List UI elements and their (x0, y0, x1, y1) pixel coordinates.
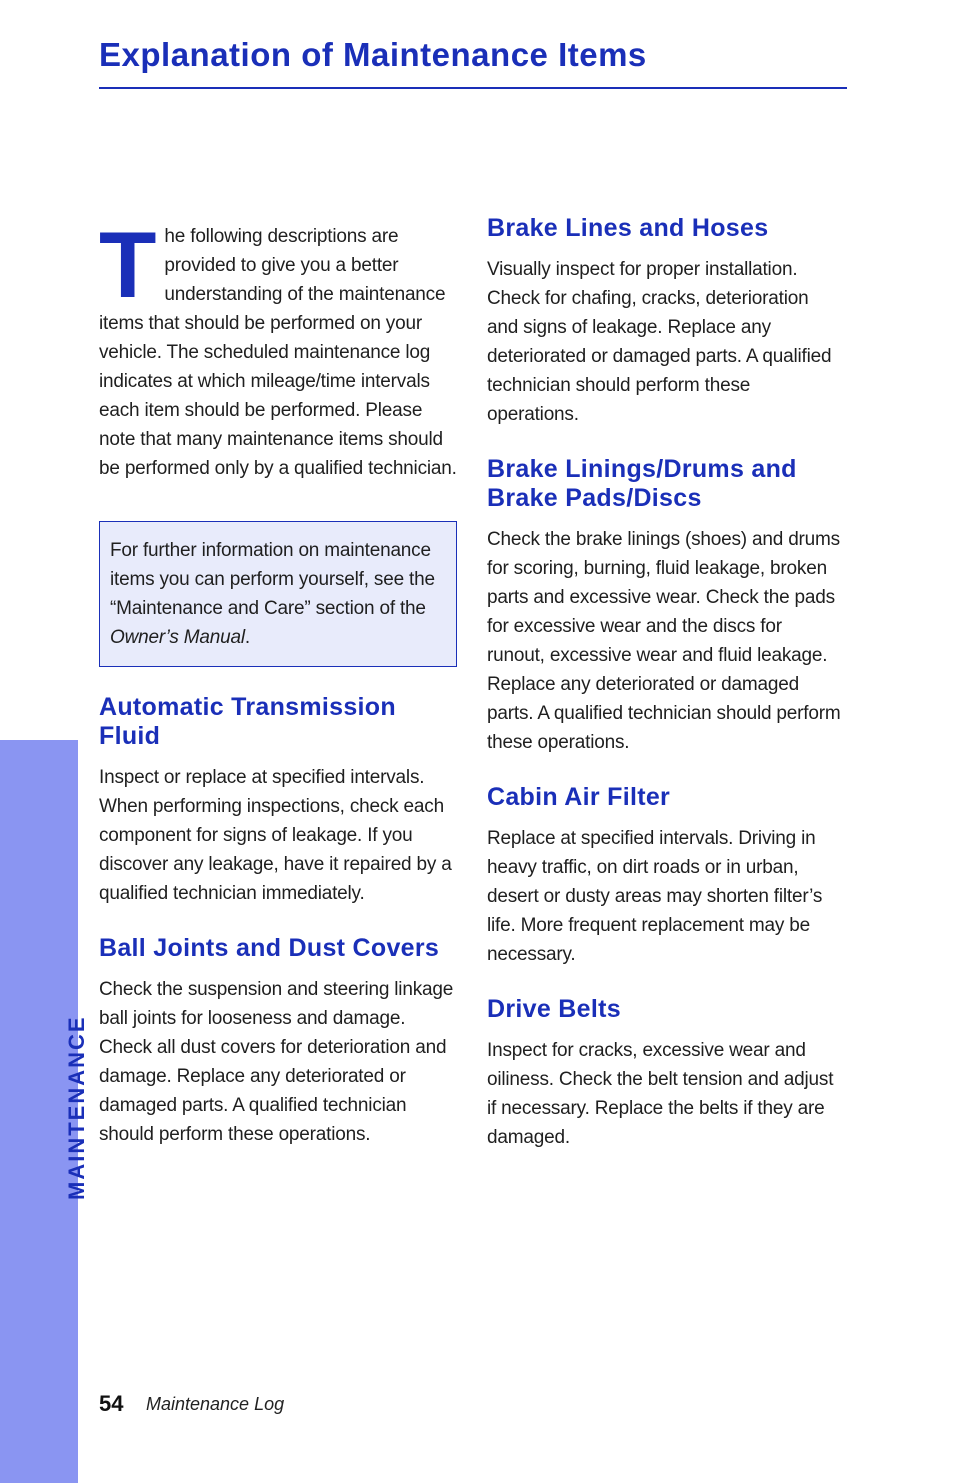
section-ball-joints (99, 934, 457, 1149)
section-heading: Cabin Air Filter (487, 783, 671, 811)
note-text (110, 536, 452, 652)
section-body: Visually inspect for proper installation. Check for chafing, cracks, deterioration and signs of leakage. Replace any deteriorated or damaged parts. A qualified technician should perform these operations. (487, 259, 832, 425)
page-number: 54 (99, 1391, 124, 1416)
title-rule (99, 87, 847, 89)
page-title: Explanation of Maintenance Items (99, 36, 647, 73)
section-heading: Automatic Transmission Fluid (99, 693, 396, 750)
section-body: Check the suspension and steering linkage ball joints for looseness and damage. Check all dust covers for deterioration and damage. Replace any deteriorated or damaged parts. A qualified technician should perform these operations. (99, 979, 454, 1145)
section-brake-linings (487, 455, 842, 757)
owners-manual-ref: Owner’s Manual (110, 627, 245, 648)
section-drive-belts (487, 995, 842, 1152)
section-heading: Brake Lines and Hoses (487, 214, 769, 242)
note-body: For further information on maintenance items you can perform yourself, see the “Maintenance and Care” section of the (110, 540, 435, 619)
note-box (99, 521, 457, 667)
section-body: Replace at specified intervals. Driving in heavy traffic, on dirt roads or in urban, desert or dusty areas may shorten filter’s life. More frequent replacement may be necessary. (487, 828, 823, 965)
section-heading: Ball Joints and Dust Covers (99, 934, 440, 962)
side-tab-label: MAINTENANCE (64, 1015, 89, 1200)
note-end: . (244, 627, 250, 648)
intro-text: he following descriptions are provided to give you a better understanding of the maintenance items that should be performed on your vehicle. The scheduled maintenance log indicates at which mileage/time intervals each item should be performed. Please note that many maintenance items should be performed only by a qualified technician. (99, 226, 457, 479)
section-body: Inspect or replace at specified intervals. When performing inspections, check each component for signs of leakage. If you discover any leakage, have it repaired by a qualified technician immediately. (99, 767, 452, 904)
section-automatic-transmission-fluid (99, 693, 457, 908)
section-body: Check the brake linings (shoes) and drums for scoring, burning, fluid leakage, broken parts and excessive wear. Check the pads for excessive wear and the discs for runout, excessive wear and fluid leakage. Replace any deteriorated or damaged parts. A qualified technician should perform these operations. (487, 529, 841, 753)
section-heading: Brake Linings/Drums and Brake Pads/Discs (487, 455, 797, 512)
section-brake-lines (487, 214, 842, 429)
section-body: Inspect for cracks, excessive wear and oiliness. Check the belt tension and adjust if necessary. Replace the belts if they are damaged. (487, 1040, 834, 1148)
left-column (99, 212, 457, 1149)
section-cabin-air-filter (487, 783, 842, 969)
right-column (487, 214, 842, 1152)
intro-paragraph (99, 212, 457, 483)
footer-label: Maintenance Log (146, 1394, 285, 1414)
section-heading: Drive Belts (487, 995, 621, 1023)
drop-cap: T (99, 212, 157, 317)
